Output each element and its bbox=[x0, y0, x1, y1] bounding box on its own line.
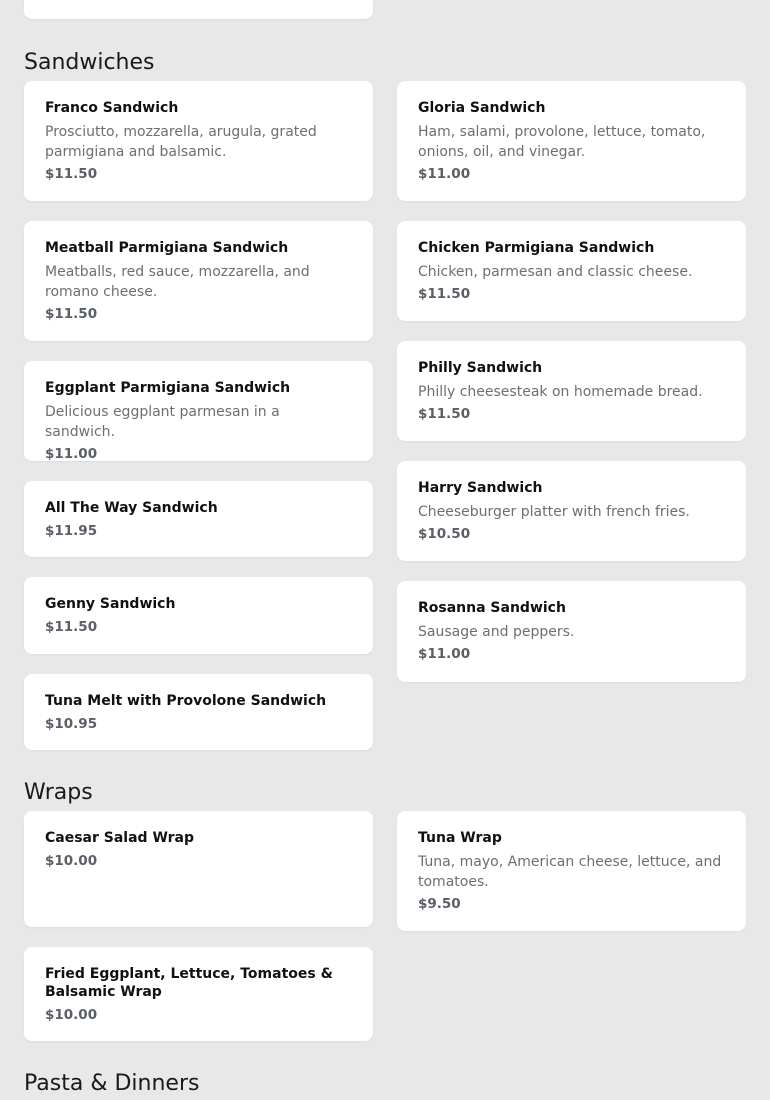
item-description: Tuna, mayo, American cheese, lettuce, and tomatoes. bbox=[418, 854, 722, 890]
item-price: $11.50 bbox=[45, 306, 98, 322]
item-name: Franco Sandwich bbox=[45, 100, 179, 116]
menu-item-card[interactable] bbox=[24, 674, 373, 750]
item-price: $10.50 bbox=[418, 526, 471, 542]
item-name: Genny Sandwich bbox=[45, 596, 176, 612]
item-name: Gloria Sandwich bbox=[418, 100, 546, 116]
item-description: Meatballs, red sauce, mozzarella, and romano cheese. bbox=[45, 264, 310, 300]
item-name: Tuna Melt with Provolone Sandwich bbox=[45, 693, 327, 709]
menu-item-card[interactable] bbox=[24, 811, 373, 927]
item-price: $9.50 bbox=[418, 896, 461, 912]
item-price: $11.00 bbox=[45, 446, 98, 462]
menu-item-card-partial[interactable] bbox=[24, 0, 373, 19]
menu-item-card[interactable] bbox=[24, 361, 373, 461]
item-price: $10.95 bbox=[45, 716, 98, 732]
menu-item-card[interactable] bbox=[24, 947, 373, 1041]
item-description: Philly cheesesteak on homemade bread. bbox=[418, 384, 703, 400]
item-price: $11.95 bbox=[45, 523, 98, 539]
menu-item-card[interactable] bbox=[397, 341, 746, 441]
item-price: $11.00 bbox=[418, 646, 471, 662]
item-price: $11.50 bbox=[418, 286, 471, 302]
menu-item-card[interactable] bbox=[24, 81, 373, 201]
menu-item-card[interactable] bbox=[24, 577, 373, 654]
item-price: $11.50 bbox=[45, 166, 98, 182]
section-title-pasta-dinners: Pasta & Dinners bbox=[24, 1071, 200, 1096]
menu-item-card[interactable] bbox=[397, 811, 746, 931]
item-name: Philly Sandwich bbox=[418, 360, 543, 376]
item-name: Rosanna Sandwich bbox=[418, 600, 566, 616]
section-title-wraps: Wraps bbox=[24, 780, 93, 805]
menu-item-card[interactable] bbox=[397, 461, 746, 561]
item-description: Ham, salami, provolone, lettuce, tomato, onions, oil, and vinegar. bbox=[418, 124, 706, 160]
item-name: Meatball Parmigiana Sandwich bbox=[45, 240, 289, 256]
menu-item-card[interactable] bbox=[397, 221, 746, 321]
item-price: $11.50 bbox=[45, 619, 98, 635]
item-description: Prosciutto, mozzarella, arugula, grated parmigiana and balsamic. bbox=[45, 124, 317, 160]
item-name: Harry Sandwich bbox=[418, 480, 543, 496]
item-description: Sausage and peppers. bbox=[418, 624, 575, 640]
item-name: Chicken Parmigiana Sandwich bbox=[418, 240, 655, 256]
item-name: Tuna Wrap bbox=[418, 830, 502, 846]
item-name: All The Way Sandwich bbox=[45, 500, 218, 516]
item-price: $11.50 bbox=[418, 406, 471, 422]
item-description: Delicious eggplant parmesan in a sandwich. bbox=[45, 404, 280, 440]
item-price: $10.00 bbox=[45, 1007, 98, 1023]
item-name: Caesar Salad Wrap bbox=[45, 830, 195, 846]
menu-item-card[interactable] bbox=[397, 581, 746, 682]
item-name: Fried Eggplant, Lettuce, Tomatoes & Balsamic Wrap bbox=[45, 966, 333, 1000]
menu-item-card[interactable] bbox=[397, 81, 746, 201]
item-description: Chicken, parmesan and classic cheese. bbox=[418, 264, 693, 280]
item-description: Cheeseburger platter with french fries. bbox=[418, 504, 690, 520]
item-price: $10.00 bbox=[45, 853, 98, 869]
menu-item-card[interactable] bbox=[24, 221, 373, 341]
menu-item-card[interactable] bbox=[24, 481, 373, 557]
item-name: Eggplant Parmigiana Sandwich bbox=[45, 380, 291, 396]
section-title-sandwiches: Sandwiches bbox=[24, 50, 155, 75]
item-price: $11.00 bbox=[418, 166, 471, 182]
